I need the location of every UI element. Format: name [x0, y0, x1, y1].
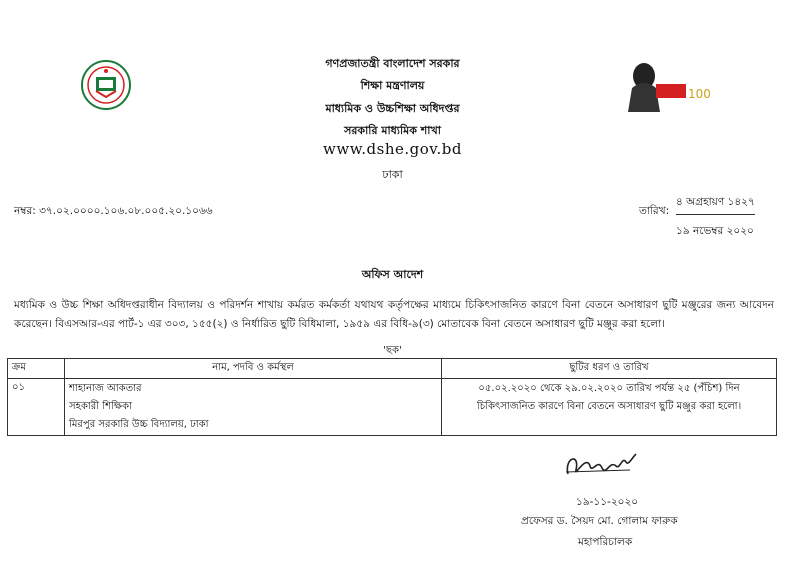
cell-serial: ০১	[8, 379, 65, 436]
signature-mark	[560, 448, 640, 482]
govt-title: গণপ্রজাতন্ত্রী বাংলাদেশ সরকার	[325, 57, 460, 70]
employee-name: শাহানাজ আকতার	[69, 383, 142, 394]
header-leave: ছুটির ধরণ ও তারিখ	[442, 359, 777, 379]
date-gregorian: ১৯ নভেম্বর ২০২০	[676, 225, 754, 237]
website-link[interactable]: www.dshe.gov.bd	[323, 140, 462, 158]
leave-table	[7, 358, 777, 436]
ministry-title: শিক্ষা মন্ত্রণালয়	[360, 79, 425, 92]
leave-reason: চিকিৎসাজনিত কারণে বিনা বেতনে অসাধারণ ছুটি মঞ্জুর করা হলো।	[476, 401, 742, 412]
header-name: নাম, পদবি ও কর্মস্থল	[65, 359, 442, 379]
signatory-title: মহাপরিচালক	[578, 536, 633, 548]
signatory-name: প্রফেসর ড. সৈয়দ মো. গোলাম ফারুক	[521, 515, 678, 527]
header-serial: ক্রম	[8, 359, 65, 379]
date-bangla: ৪ অগ্রহায়ণ ১৪২৭	[676, 195, 755, 215]
branch-title: সরকারি মাধ্যমিক শাখা	[344, 124, 441, 137]
cell-leave	[442, 379, 777, 436]
employee-designation: সহকারী শিক্ষিকা	[69, 401, 132, 412]
date-label: তারিখ:	[639, 205, 670, 217]
table-caption: 'ছক'	[383, 345, 402, 356]
leave-period: ০৫.০২.২০২০ থেকে ২৯.০২.২০২০ তারিখ পর্যন্ত ২৫ (পঁচিশ) দিন	[478, 383, 740, 394]
memo-number: নম্বর: ৩৭.০২.০০০০.১০৬.০৮.০০৫.২০.১০৬৬	[14, 205, 213, 217]
order-title: অফিস আদেশ	[361, 268, 424, 281]
table-header-row	[8, 359, 777, 379]
city-name: ঢাকা	[382, 168, 403, 181]
cell-name-block	[65, 379, 442, 436]
table-row	[8, 379, 777, 436]
directorate-title: মাধ্যমিক ও উচ্চশিক্ষা অধিদপ্তর	[325, 102, 460, 115]
signature-date: ১৯-১১-২০২০	[576, 496, 639, 508]
employee-workplace: মিরপুর সরকারি উচ্চ বিদ্যালয়, ঢাকা	[69, 419, 209, 430]
mujib-100-text: 100	[688, 87, 711, 101]
order-body: মধ্যমিক ও উচ্চ শিক্ষা অধিদপ্তরাধীন বিদ্যালয় ও পরিদর্শন শাখায় কর্মরত কর্মকর্তা যথাযথ কর্তৃপক্ষের মাধ্যমে চিকিৎসাজনিত কারণে বিনা বেতনে অসাধারণ ছুটি মঞ্জুরের জন্য আবেদন করেছেন। বিএসআর-এর পার্ট-১ এর ৩০৩, ১৫৫(২) ও নির্ধারিত ছুটি বিধিমালা, ১৯৫৯ এর বিধি-৯(৩) মোতাবেক বিনা বেতনে অসাধারণ ছুটি মঞ্জুর করা হলো।	[14, 299, 774, 330]
